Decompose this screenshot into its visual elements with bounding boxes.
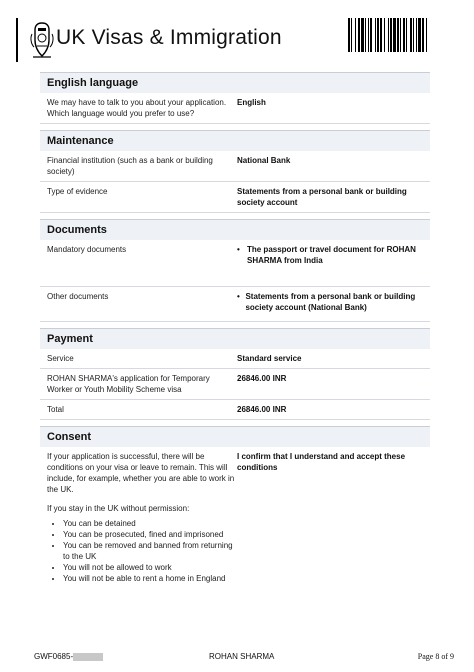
header-divider: [16, 18, 18, 62]
page-number: Page 8 of 9: [417, 652, 454, 661]
answer-service: Standard service: [237, 354, 302, 363]
list-item: • You can be detained: [63, 518, 237, 529]
barcode-icon: [348, 18, 458, 54]
question-mandatory-documents: Mandatory documents: [47, 245, 127, 254]
organisation-title: UK Visas & Immigration: [56, 26, 282, 49]
page-header: [16, 16, 458, 66]
list-item: • You will not be able to rent a home in England: [63, 573, 237, 584]
consent-permission-text: If you stay in the UK without permission:: [47, 504, 190, 513]
answer-total: 26846.00 INR: [237, 405, 287, 414]
answer-other-documents: Statements from a personal bank or building society account (National Bank): [245, 292, 416, 312]
answer-consent: I confirm that I understand and accept these conditions: [237, 452, 406, 472]
question-total: Total: [47, 405, 64, 414]
bullet-icon: •: [237, 292, 240, 301]
application-content: [40, 72, 430, 588]
table-row: [40, 240, 430, 287]
table-row: [40, 287, 430, 322]
table-row: [40, 447, 430, 588]
question-service: Service: [47, 354, 74, 363]
table-row: [40, 349, 430, 369]
question-evidence-type: Type of evidence: [47, 187, 108, 196]
table-row: [40, 400, 430, 420]
answer-application-fee: 26846.00 INR: [237, 374, 287, 383]
applicant-name: ROHAN SHARMA: [209, 652, 275, 661]
question-language: We may have to talk to you about your application. Which language would you prefer to use?: [47, 98, 227, 118]
question-financial-institution: Financial institution (such as a bank or building society): [47, 156, 213, 176]
bullet-icon: •: [237, 245, 240, 254]
table-row: [40, 93, 430, 124]
section-heading-payment: Payment: [40, 328, 430, 349]
question-application-fee: ROHAN SHARMA's application for Temporary Worker or Youth Mobility Scheme visa: [47, 374, 210, 394]
list-item: • You can be prosecuted, fined and imprisoned: [63, 529, 237, 540]
answer-language: English: [237, 98, 266, 107]
section-heading-english: English language: [40, 72, 430, 93]
redaction-block: [73, 653, 103, 661]
answer-financial-institution: National Bank: [237, 156, 291, 165]
royal-crest-icon: [27, 20, 57, 60]
question-other-documents: Other documents: [47, 292, 109, 301]
list-item: • You will not be allowed to work: [63, 562, 237, 573]
section-heading-documents: Documents: [40, 219, 430, 240]
section-heading-maintenance: Maintenance: [40, 130, 430, 151]
reference-number: GWF0685-: [34, 652, 74, 661]
consent-conditions-text: If your application is successful, there will be conditions on your visa or leave to remain. This will include, for example, whether you are able to work in the UK.: [47, 452, 235, 494]
table-row: [40, 151, 430, 182]
answer-evidence-type: Statements from a personal bank or building society account: [237, 187, 407, 207]
list-item: • You can be removed and banned from returning to the UK: [63, 540, 237, 562]
table-row: [40, 182, 430, 213]
section-heading-consent: Consent: [40, 426, 430, 447]
table-row: [40, 369, 430, 400]
answer-mandatory-documents: The passport or travel document for ROHAN SHARMA from India: [246, 245, 416, 265]
consequences-list: [47, 518, 237, 584]
